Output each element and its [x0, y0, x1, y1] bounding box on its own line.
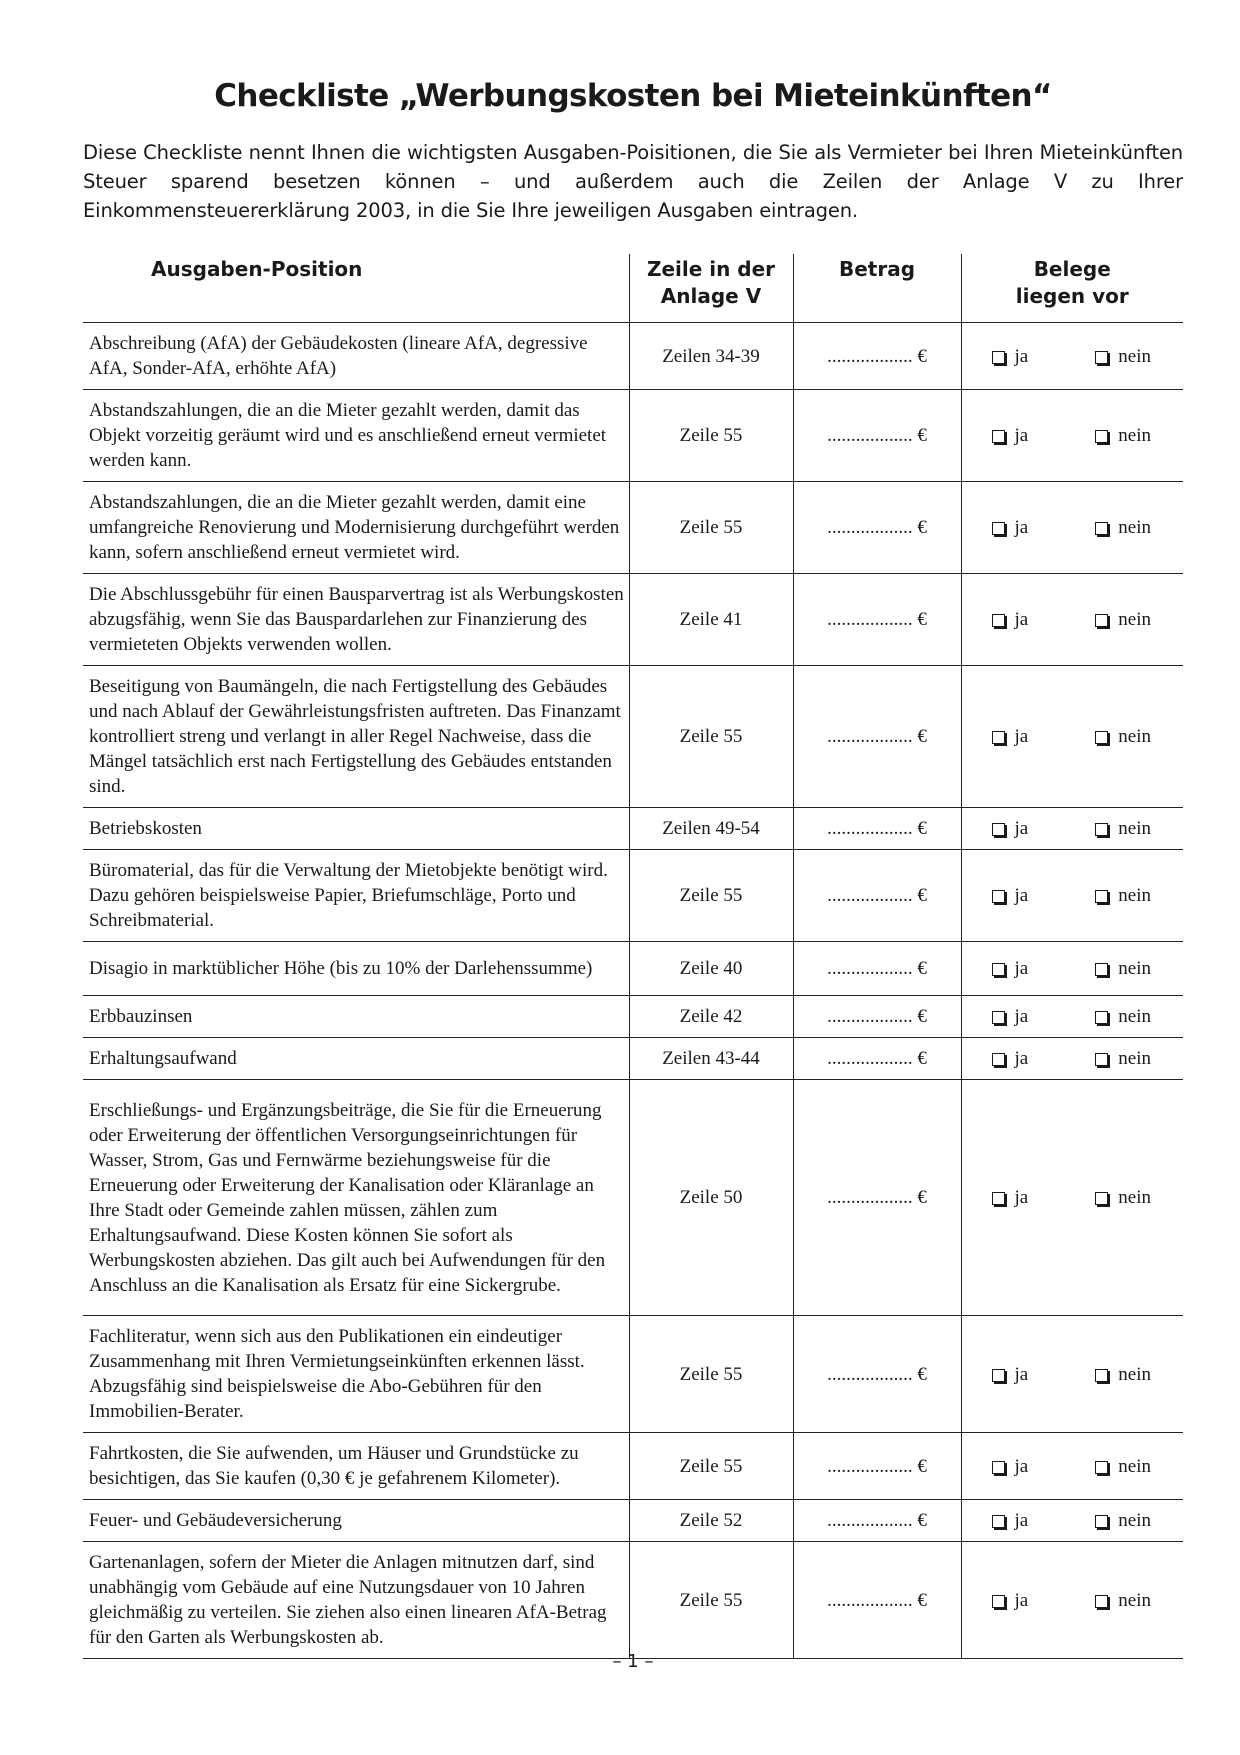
row-zeile: Zeile 55 [629, 390, 793, 482]
option-nein[interactable] [1095, 1046, 1151, 1071]
table-body [83, 323, 1183, 1659]
row-belege [961, 482, 1183, 574]
checkbox-ja-icon[interactable] [992, 1011, 1005, 1024]
option-nein[interactable] [1095, 816, 1151, 841]
row-betrag-field[interactable]: .................. € [793, 1542, 961, 1659]
option-nein-label: nein [1118, 958, 1151, 979]
row-belege [961, 1433, 1183, 1500]
option-ja[interactable] [992, 515, 1029, 540]
option-ja[interactable] [992, 956, 1029, 981]
option-ja-label: ja [1014, 609, 1029, 630]
row-betrag-field[interactable]: .................. € [793, 942, 961, 996]
table-row [83, 1316, 1183, 1433]
option-nein[interactable] [1095, 883, 1151, 908]
table-row [83, 996, 1183, 1038]
row-betrag-field[interactable]: .................. € [793, 1316, 961, 1433]
header-belege [961, 254, 1183, 323]
row-belege [961, 390, 1183, 482]
row-position-text: Erhaltungsaufwand [83, 1038, 629, 1080]
row-zeile: Zeile 41 [629, 574, 793, 666]
row-zeile: Zeile 42 [629, 996, 793, 1038]
option-nein-label: nein [1118, 425, 1151, 446]
row-zeile: Zeile 55 [629, 666, 793, 808]
option-nein-label: nein [1118, 609, 1151, 630]
table-row [83, 1038, 1183, 1080]
row-betrag-field[interactable]: .................. € [793, 1433, 961, 1500]
checkbox-ja-icon[interactable] [992, 731, 1005, 744]
checkbox-nein-icon[interactable] [1095, 1053, 1108, 1066]
option-nein[interactable] [1095, 956, 1151, 981]
checkbox-nein-icon[interactable] [1095, 430, 1108, 443]
option-nein[interactable] [1095, 607, 1151, 632]
checkbox-nein-icon[interactable] [1095, 823, 1108, 836]
checkbox-ja-icon[interactable] [992, 522, 1005, 535]
row-zeile: Zeile 55 [629, 482, 793, 574]
header-position: Ausgaben-Position [83, 254, 629, 323]
option-ja-label: ja [1014, 1589, 1029, 1611]
option-ja[interactable] [992, 1362, 1029, 1387]
table-row [83, 574, 1183, 666]
intro-paragraph: Diese Checkliste nennt Ihnen die wichtigsten Ausgaben-Poisitionen, die Sie als Vermieter bei Ihren Mieteinkünften Steuer sparend besetzen können – und außerdem auch die Zeilen der Anlage V zu Ihrer Einkommensteuererklärung 2003, in die Sie Ihre jeweiligen Ausgaben eintragen. [83, 141, 1183, 222]
row-belege [961, 1038, 1183, 1080]
checkbox-nein-icon[interactable] [1095, 963, 1108, 976]
page-title: Checkliste „Werbungskosten bei Mieteinkünften“ [214, 78, 1052, 114]
row-betrag-field[interactable]: .................. € [793, 574, 961, 666]
option-ja-label: ja [1014, 1510, 1029, 1531]
option-nein[interactable] [1095, 1362, 1151, 1387]
row-position-text: Abstandszahlungen, die an die Mieter gezahlt werden, damit das Objekt vorzeitig geräumt wird und es anschließend erneut vermietet werden kann. [83, 390, 629, 482]
option-nein-label: nein [1118, 885, 1151, 906]
option-ja-label: ja [1014, 1363, 1029, 1385]
option-ja[interactable] [992, 344, 1029, 369]
option-ja[interactable] [992, 1508, 1029, 1533]
row-zeile: Zeilen 49-54 [629, 808, 793, 850]
checkbox-nein-icon[interactable] [1095, 522, 1108, 535]
checkbox-nein-icon[interactable] [1095, 1595, 1108, 1608]
checkbox-ja-icon[interactable] [992, 1461, 1005, 1474]
row-betrag-field[interactable]: .................. € [793, 850, 961, 942]
checkbox-ja-icon[interactable] [992, 823, 1005, 836]
checkbox-nein-icon[interactable] [1095, 614, 1108, 627]
row-belege [961, 850, 1183, 942]
checkbox-ja-icon[interactable] [992, 1515, 1005, 1528]
row-zeile: Zeile 55 [629, 1542, 793, 1659]
checkbox-ja-icon[interactable] [992, 1595, 1005, 1608]
option-ja-label: ja [1014, 345, 1029, 367]
table-row [83, 482, 1183, 574]
row-position-text: Fahrtkosten, die Sie aufwenden, um Häuser und Grundstücke zu besichtigen, das Sie kaufen (0,30 € je gefahrenem Kilometer). [83, 1433, 629, 1500]
row-belege [961, 1500, 1183, 1542]
header-belege-line2: liegen vor [1015, 284, 1129, 308]
table-row [83, 323, 1183, 390]
option-ja[interactable] [992, 816, 1029, 841]
option-ja[interactable] [992, 1588, 1029, 1613]
option-nein-label: nein [1118, 1006, 1151, 1027]
row-betrag-field[interactable]: .................. € [793, 996, 961, 1038]
option-nein-label: nein [1118, 1363, 1151, 1385]
table-row [83, 666, 1183, 808]
checklist-table [83, 254, 1183, 1659]
checkbox-ja-icon[interactable] [992, 614, 1005, 627]
row-position-text: Disagio in marktüblicher Höhe (bis zu 10% der Darlehenssumme) [83, 942, 629, 996]
row-position-text: Fachliteratur, wenn sich aus den Publikationen ein eindeutiger Zusammenhang mit Ihren Vermietungseinkünften erkennen lässt. Abzugsfähig sind beispielsweise die Abo-Gebühren für den Immobilien-Berater. [83, 1316, 629, 1433]
option-nein-label: nein [1118, 517, 1151, 538]
table-row [83, 942, 1183, 996]
row-position-text: Erschließungs- und Ergänzungsbeiträge, die Sie für die Erneuerung oder Erweiterung der öffentlichen Versorgungseinrichtungen für Wasser, Strom, Gas und Fernwärme beziehungsweise für die Erneuerung oder Erweiterung der Kanalisation oder Kläranlage an Ihre Stadt oder Gemeinde zahlen müssen, zählen zum Erhaltungsaufwand. Diese Kosten können Sie sofort als Werbungskosten abziehen. Das gilt auch bei Aufwendungen für den Anschluss an die Kanalisation als Ersatz für eine Sickergrube. [83, 1080, 629, 1316]
option-nein[interactable] [1095, 1004, 1151, 1029]
table-row [83, 1542, 1183, 1659]
row-belege [961, 808, 1183, 850]
option-ja-label: ja [1014, 425, 1029, 446]
option-nein[interactable] [1095, 1185, 1151, 1210]
row-belege [961, 942, 1183, 996]
option-ja-label: ja [1014, 1048, 1029, 1069]
row-position-text: Betriebskosten [83, 808, 629, 850]
table-row [83, 1433, 1183, 1500]
row-position-text: Erbbauzinsen [83, 996, 629, 1038]
option-nein[interactable] [1095, 423, 1151, 448]
checkbox-nein-icon[interactable] [1095, 1369, 1108, 1382]
option-nein[interactable] [1095, 1508, 1151, 1533]
row-betrag-field[interactable]: .................. € [793, 323, 961, 390]
option-ja-label: ja [1014, 885, 1029, 906]
checkbox-nein-icon[interactable] [1095, 1461, 1108, 1474]
option-nein[interactable] [1095, 724, 1151, 749]
row-zeile: Zeile 52 [629, 1500, 793, 1542]
table-row [83, 808, 1183, 850]
row-betrag-field[interactable]: .................. € [793, 390, 961, 482]
option-ja[interactable] [992, 1046, 1029, 1071]
row-position-text: Feuer- und Gebäudeversicherung [83, 1500, 629, 1542]
checkbox-ja-icon[interactable] [992, 1192, 1005, 1205]
row-zeile: Zeilen 43-44 [629, 1038, 793, 1080]
row-position-text: Gartenanlagen, sofern der Mieter die Anlagen mitnutzen darf, sind unabhängig vom Gebäude auf eine Nutzungsdauer von 10 Jahren gleichmäßig zu verteilen. Sie ziehen also einen linearen AfA-Betrag für den Garten als Werbungskosten ab. [83, 1542, 629, 1659]
checkbox-ja-icon[interactable] [992, 430, 1005, 443]
option-ja[interactable] [992, 1454, 1029, 1479]
option-ja[interactable] [992, 1004, 1029, 1029]
row-betrag-field[interactable]: .................. € [793, 1080, 961, 1316]
option-ja-label: ja [1014, 1187, 1029, 1208]
row-position-text: Beseitigung von Baumängeln, die nach Fertigstellung des Gebäudes und nach Ablauf der Gewährleistungsfristen auftreten. Das Finanzamt kontrolliert streng und verlangt in aller Regel Nachweise, dass die Mängel tatsächlich erst nach Fertigstellung des Gebäudes entstanden sind. [83, 666, 629, 808]
header-zeile [629, 254, 793, 323]
header-zeile-line2: Anlage V [660, 284, 762, 308]
row-zeile: Zeile 50 [629, 1080, 793, 1316]
table-row [83, 1500, 1183, 1542]
option-ja-label: ja [1014, 726, 1029, 747]
option-ja-label: ja [1014, 1006, 1029, 1027]
row-zeile: Zeilen 34-39 [629, 323, 793, 390]
option-nein[interactable] [1095, 1454, 1151, 1479]
row-belege [961, 1316, 1183, 1433]
row-belege [961, 574, 1183, 666]
checkbox-ja-icon[interactable] [992, 963, 1005, 976]
option-ja-label: ja [1014, 818, 1029, 839]
option-ja[interactable] [992, 1185, 1029, 1210]
option-ja-label: ja [1014, 958, 1029, 979]
checkbox-nein-icon[interactable] [1095, 1515, 1108, 1528]
row-betrag-field[interactable]: .................. € [793, 666, 961, 808]
checkbox-nein-icon[interactable] [1095, 890, 1108, 903]
page-number: – 1 – [612, 1651, 654, 1672]
checkbox-nein-icon[interactable] [1095, 1011, 1108, 1024]
row-position-text: Abstandszahlungen, die an die Mieter gezahlt werden, damit eine umfangreiche Renovierung und Modernisierung durchgeführt werden kann, sofern anschließend erneut vermietet wird. [83, 482, 629, 574]
option-nein-label: nein [1118, 818, 1151, 839]
option-ja-label: ja [1014, 1455, 1029, 1477]
option-ja[interactable] [992, 607, 1029, 632]
checkbox-nein-icon[interactable] [1095, 351, 1108, 364]
row-zeile: Zeile 55 [629, 1433, 793, 1500]
table-row [83, 390, 1183, 482]
table-row [83, 850, 1183, 942]
option-ja[interactable] [992, 883, 1029, 908]
row-belege [961, 666, 1183, 808]
checkbox-ja-icon[interactable] [992, 351, 1005, 364]
option-nein-label: nein [1118, 1455, 1151, 1477]
table-row [83, 1080, 1183, 1316]
row-belege [961, 1542, 1183, 1659]
checkbox-nein-icon[interactable] [1095, 731, 1108, 744]
row-position-text: Abschreibung (AfA) der Gebäudekosten (lineare AfA, degressive AfA, Sonder-AfA, erhöhte AfA) [83, 323, 629, 390]
row-zeile: Zeile 40 [629, 942, 793, 996]
row-betrag-field[interactable]: .................. € [793, 482, 961, 574]
option-ja[interactable] [992, 423, 1029, 448]
header-betrag: Betrag [793, 254, 961, 323]
row-belege [961, 996, 1183, 1038]
option-nein-label: nein [1118, 1048, 1151, 1069]
option-ja[interactable] [992, 724, 1029, 749]
table-header-row [83, 254, 1183, 323]
checkbox-ja-icon[interactable] [992, 1369, 1005, 1382]
option-nein[interactable] [1095, 344, 1151, 369]
header-belege-line1: Belege [1033, 257, 1111, 281]
checkbox-ja-icon[interactable] [992, 890, 1005, 903]
row-position-text: Büromaterial, das für die Verwaltung der Mietobjekte benötigt wird. Dazu gehören beispielsweise Papier, Briefumschläge, Porto und Schreibmaterial. [83, 850, 629, 942]
row-betrag-field[interactable]: .................. € [793, 1500, 961, 1542]
option-nein[interactable] [1095, 515, 1151, 540]
row-belege [961, 1080, 1183, 1316]
header-zeile-line1: Zeile in der [646, 257, 776, 281]
row-betrag-field[interactable]: .................. € [793, 1038, 961, 1080]
row-position-text: Die Abschlussgebühr für einen Bausparvertrag ist als Werbungskosten abzugsfähig, wenn Sie das Bauspardarlehen zur Finanzierung des vermieteten Objekts verwenden wollen. [83, 574, 629, 666]
option-nein-label: nein [1118, 1589, 1151, 1611]
option-ja-label: ja [1014, 517, 1029, 538]
option-nein[interactable] [1095, 1588, 1151, 1613]
option-nein-label: nein [1118, 1187, 1151, 1208]
row-zeile: Zeile 55 [629, 850, 793, 942]
option-nein-label: nein [1118, 1510, 1151, 1531]
option-nein-label: nein [1118, 345, 1151, 367]
checkbox-ja-icon[interactable] [992, 1053, 1005, 1066]
row-zeile: Zeile 55 [629, 1316, 793, 1433]
option-nein-label: nein [1118, 726, 1151, 747]
row-belege [961, 323, 1183, 390]
checkbox-nein-icon[interactable] [1095, 1192, 1108, 1205]
row-betrag-field[interactable]: .................. € [793, 808, 961, 850]
